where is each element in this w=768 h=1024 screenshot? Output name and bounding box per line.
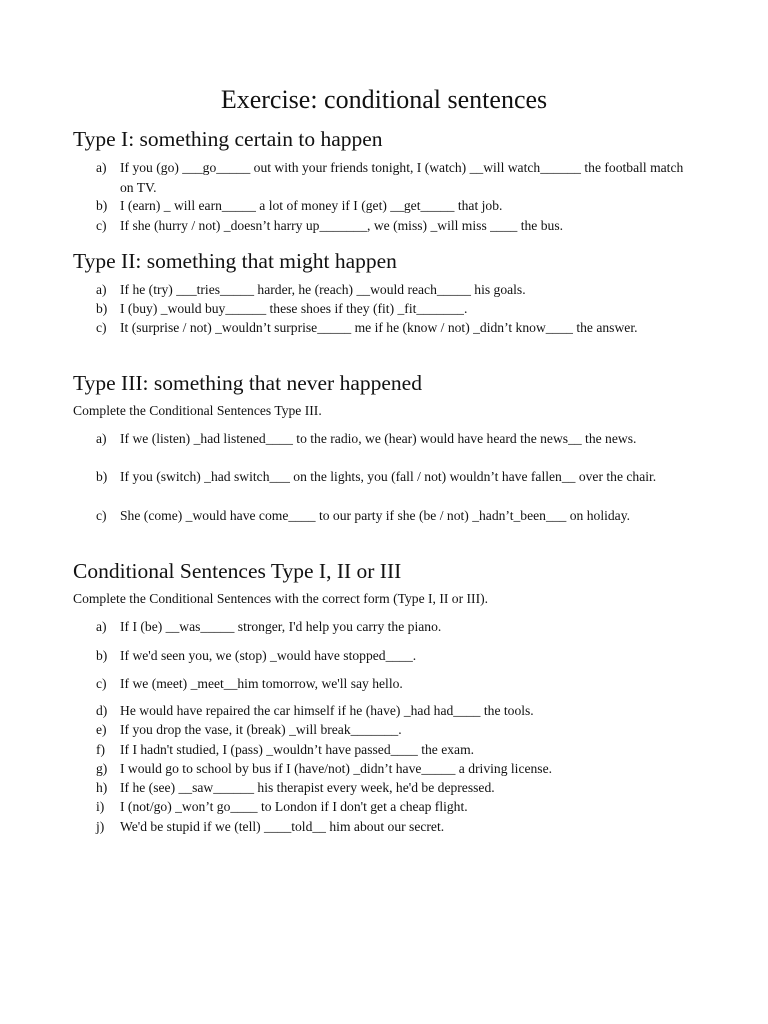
item-marker: c) xyxy=(96,676,107,691)
section-heading-mixed: Conditional Sentences Type I, II or III xyxy=(73,559,402,583)
section-heading-type-2: Type II: something that might happen xyxy=(73,249,397,273)
item-marker: i) xyxy=(96,799,105,814)
item-marker: f) xyxy=(96,742,106,757)
item-marker: c) xyxy=(96,508,107,523)
item-text: If he (try) ___tries_____ harder, he (reach) __would reach_____ his goals. xyxy=(120,282,526,297)
item-marker: c) xyxy=(96,320,107,335)
item-text: It (surprise / not) _wouldn’t surprise_____ me if he (know / not) _didn’t know____ the answer. xyxy=(120,320,638,335)
item-text: If we (meet) _meet__him tomorrow, we'll say hello. xyxy=(120,676,403,691)
list-item xyxy=(96,216,696,236)
item-marker: a) xyxy=(96,431,107,446)
item-marker: c) xyxy=(96,218,107,233)
list-item xyxy=(96,617,696,637)
item-marker: d) xyxy=(96,703,108,718)
section-heading-type-1: Type I: something certain to happen xyxy=(73,127,383,151)
section-instruction: Complete the Conditional Sentences with the correct form (Type I, II or III). xyxy=(73,591,489,606)
list-item xyxy=(96,778,696,798)
list-item xyxy=(96,299,696,319)
list-item xyxy=(96,318,696,338)
item-marker: b) xyxy=(96,648,108,663)
item-text: If we (listen) _had listened____ to the radio, we (hear) would have heard the news__ the news. xyxy=(120,431,637,446)
item-marker: b) xyxy=(96,301,108,316)
item-marker: h) xyxy=(96,780,108,795)
page-title: Exercise: conditional sentences xyxy=(220,85,548,114)
item-text: If you (go) ___go_____ out with your friends tonight, I (watch) __will watch______ the football match on TV. xyxy=(120,160,684,195)
list-item xyxy=(96,701,696,721)
list-item xyxy=(96,429,696,449)
item-marker: a) xyxy=(96,160,107,175)
item-marker: a) xyxy=(96,282,107,297)
item-text: I (not/go) _won’t go____ to London if I don't get a cheap flight. xyxy=(120,799,468,814)
item-text: I would go to school by bus if I (have/not) _didn’t have_____ a driving license. xyxy=(120,761,553,776)
item-marker: a) xyxy=(96,619,107,634)
item-text: If we'd seen you, we (stop) _would have stopped____. xyxy=(120,648,417,663)
section-instruction: Complete the Conditional Sentences Type III. xyxy=(73,403,322,418)
item-marker: b) xyxy=(96,198,108,213)
list-item xyxy=(96,759,696,779)
section-heading-type-3: Type III: something that never happened xyxy=(73,371,422,395)
item-text: If he (see) __saw______ his therapist every week, he'd be depressed. xyxy=(120,780,495,795)
item-text: If I (be) __was_____ stronger, I'd help you carry the piano. xyxy=(120,619,442,634)
list-item xyxy=(96,196,696,216)
item-marker: j) xyxy=(96,819,105,834)
item-marker: e) xyxy=(96,722,107,737)
item-marker: b) xyxy=(96,469,108,484)
list-item xyxy=(96,674,696,694)
item-text: She (come) _would have come____ to our party if she (be / not) _hadn’t_been___ on holiday. xyxy=(120,508,631,523)
list-item xyxy=(96,280,696,300)
item-text: I (buy) _would buy______ these shoes if they (fit) _fit_______. xyxy=(120,301,468,316)
item-text: If you (switch) _had switch___ on the lights, you (fall / not) wouldn’t have fallen__ over the chair. xyxy=(120,469,657,484)
list-item xyxy=(96,720,696,740)
list-item xyxy=(96,506,696,526)
list-item xyxy=(96,646,696,666)
item-text: We'd be stupid if we (tell) ____told__ him about our secret. xyxy=(120,819,445,834)
list-item xyxy=(96,158,696,197)
item-text: If you drop the vase, it (break) _will break_______. xyxy=(120,722,402,737)
list-item xyxy=(96,467,696,487)
list-item xyxy=(96,797,696,817)
item-text: He would have repaired the car himself if he (have) _had had____ the tools. xyxy=(120,703,534,718)
list-item xyxy=(96,817,696,837)
item-marker: g) xyxy=(96,761,108,776)
item-text: If I hadn't studied, I (pass) _wouldn’t have passed____ the exam. xyxy=(120,742,475,757)
item-text: I (earn) _ will earn_____ a lot of money if I (get) __get_____ that job. xyxy=(120,198,503,213)
item-text: If she (hurry / not) _doesn’t harry up_______, we (miss) _will miss ____ the bus. xyxy=(120,218,564,233)
list-item xyxy=(96,740,696,760)
